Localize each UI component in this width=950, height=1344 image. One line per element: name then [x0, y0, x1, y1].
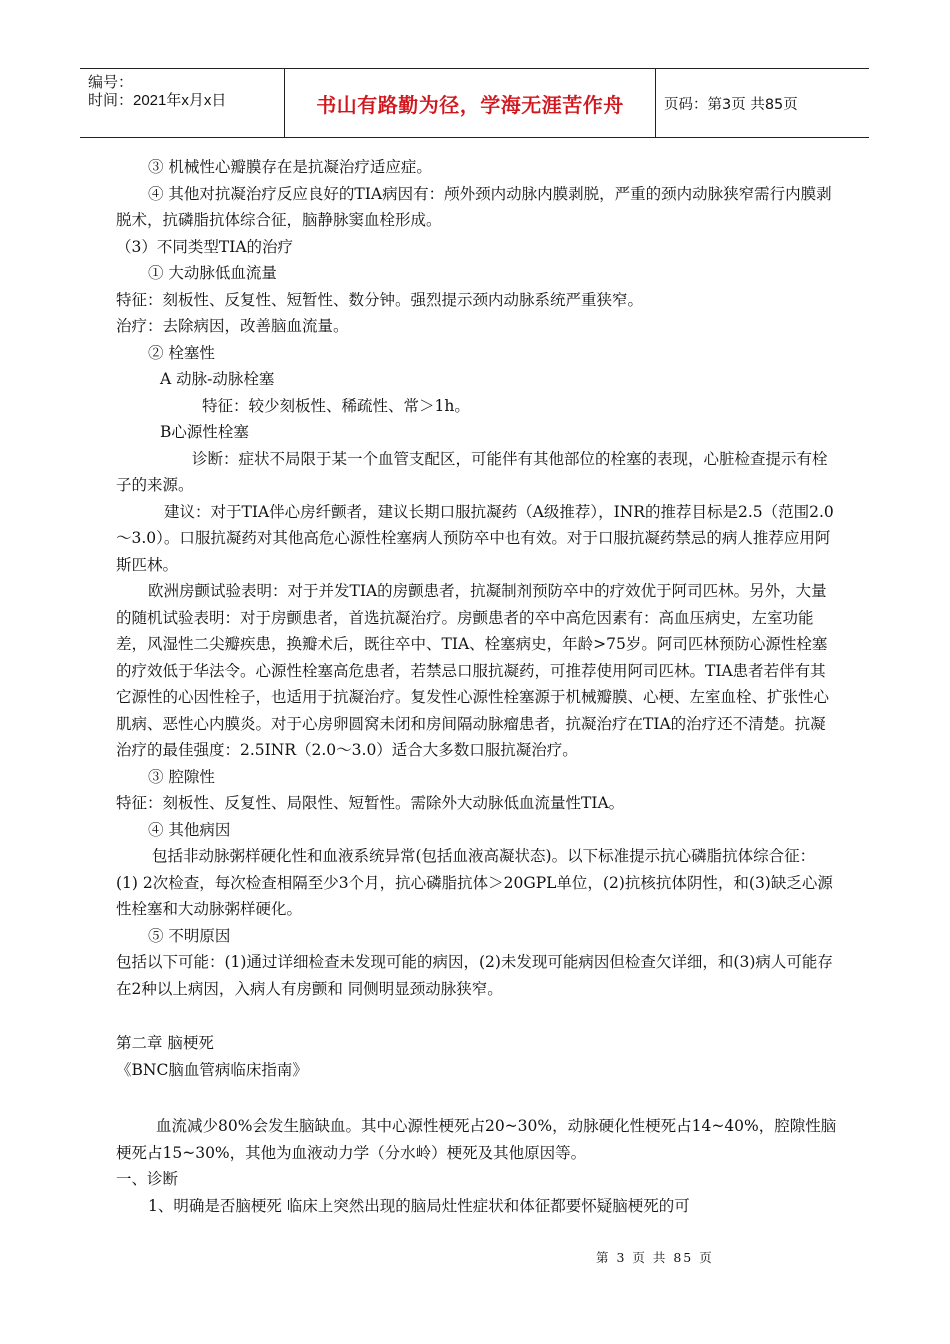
- document-body: [116, 154, 841, 1219]
- paragraph: ③ 腔隙性: [148, 767, 215, 786]
- paragraph: 包括以下可能：(1)通过详细检查未发现可能的病因，(2)未发现可能病因但检查欠详细，和(3)病人可能存在2种以上病因，入病人有房颤和 同侧明显颈动脉狭窄。: [116, 953, 833, 998]
- paragraph: （3）不同类型TIA的治疗: [116, 237, 294, 256]
- chapter-source: 《BNC脑血管病临床指南》: [116, 1060, 308, 1079]
- paragraph: ④ 其他对抗凝治疗反应良好的TIA病因有：颅外颈内动脉内膜剥脱，严重的颈内动脉狭窄需行内膜剥脱术，抗磷脂抗体综合征，脑静脉窦血栓形成。: [116, 184, 832, 229]
- paragraph: B心源性栓塞: [160, 423, 249, 441]
- page-header: [80, 68, 869, 138]
- paragraph: 一、诊断: [116, 1170, 179, 1188]
- paragraph: 特征：较少刻板性、稀疏性、常＞1h。: [202, 396, 470, 415]
- section-tia-treatment: [116, 154, 841, 1002]
- paragraph: 治疗：去除病因，改善脑血流量。: [116, 317, 349, 335]
- paragraph: 包括非动脉粥样硬化性和血液系统异常(包括血液高凝状态)。以下标准提示抗心磷脂抗体综合征： (1) 2次检查，每次检查相隔至少3个月，抗心磷脂抗体＞20GPL单位，(2)抗核抗体阴性，和(3)缺乏心源性栓塞和大动脉粥样硬化。: [116, 847, 833, 918]
- doc-number: 编号：: [88, 74, 134, 91]
- header-meta: [80, 69, 284, 137]
- paragraph: 诊断：症状不局限于某一个血管支配区，可能伴有其他部位的栓塞的表现，心脏检查提示有栓子的来源。: [116, 449, 828, 494]
- header-page-info: 页码：第3页 共85页: [664, 96, 798, 113]
- paragraph: 1、明确是否脑梗死 临床上突然出现的脑局灶性症状和体征都要怀疑脑梗死的可: [148, 1196, 690, 1215]
- paragraph: 特征：刻板性、反复性、局限性、短暂性。需除外大动脉低血流量性TIA。: [116, 794, 625, 812]
- header-motto: 书山有路勤为径，学海无涯苦作舟: [284, 69, 656, 137]
- paragraph: 特征：刻板性、反复性、短暂性、数分钟。强烈提示颈内动脉系统严重狭窄。: [116, 290, 644, 309]
- paragraph: 血流减少80%会发生脑缺血。其中心源性梗死占20~30%，动脉硬化性梗死占14~40%，腔隙性脑梗死占15~30%，其他为血液动力学（分水岭）梗死及其他原因等。: [116, 1117, 837, 1162]
- paragraph: 建议：对于TIA伴心房纤颤者，建议长期口服抗凝药（A级推荐），INR的推荐目标是2.5（范围2.0～3.0）。口服抗凝药对其他高危心源性栓塞病人预防卒中也有效。对于口服抗凝药禁忌的病人推荐应用阿斯匹林。: [116, 502, 834, 574]
- paragraph: ① 大动脉低血流量: [148, 264, 277, 282]
- paragraph: ⑤ 不明原因: [148, 926, 231, 945]
- paragraph: ③ 机械性心瓣膜存在是抗凝治疗适应症。: [148, 158, 432, 176]
- paragraph: A 动脉-动脉栓塞: [160, 370, 275, 388]
- page-footer: 第 3 页 共 85 页: [596, 1250, 714, 1265]
- section-cerebral-infarction: [116, 1113, 841, 1219]
- paragraph: 欧洲房颤试验表明：对于并发TIA的房颤患者，抗凝制剂预防卒中的疗效优于阿司匹林。另外，大量的随机试验表明：对于房颤患者，首选抗凝治疗。房颤患者的卒中高危因素有：高血压病史，左室功能差，风湿性二尖瓣疾患，换瓣术后，既往卒中、TIA、栓塞病史，年龄>75岁。阿司匹林预防心源性栓塞的疗效低于华法令。心源性栓塞高危患者，若禁忌口服抗凝药，可推荐使用阿司匹林。TIA患者若伴有其它源性的心因性栓子，也适用于抗凝治疗。复发性心源性栓塞源于机械瓣膜、心梗、左室血栓、扩张性心肌病、恶性心内膜炎。对于心房卵圆窝未闭和房间隔动脉瘤患者，抗凝治疗在TIA的治疗还不清楚。抗凝治疗的最佳强度：2.5INR（2.0～3.0）适合大多数口服抗凝治疗。: [116, 582, 830, 759]
- paragraph: ④ 其他病因: [148, 820, 231, 839]
- chapter-title: 第二章 脑梗死: [116, 1034, 214, 1052]
- paragraph: ② 栓塞性: [148, 343, 215, 362]
- doc-time: 时间：2021年x月x日: [88, 92, 227, 109]
